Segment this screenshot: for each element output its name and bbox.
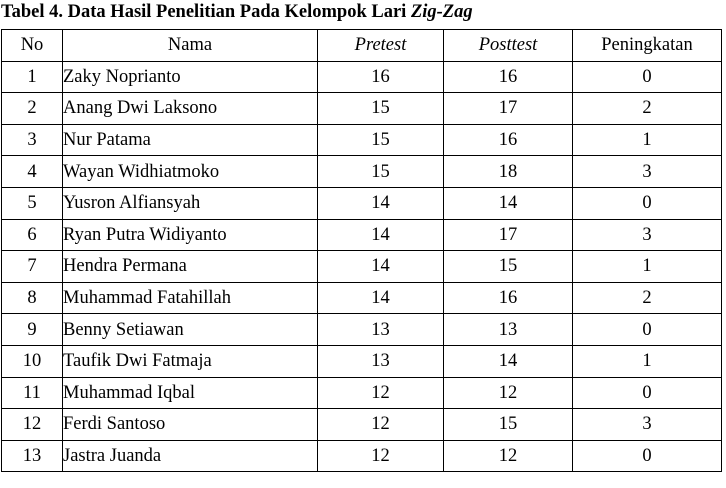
table-row xyxy=(2,282,722,314)
table-body xyxy=(2,61,722,472)
results-table xyxy=(1,29,722,472)
cell-peningkatan: 0 xyxy=(573,440,722,472)
cell-peningkatan: 1 xyxy=(573,251,722,283)
cell-posttest: 13 xyxy=(444,314,573,346)
cell-nama: Muhammad Iqbal xyxy=(63,377,318,409)
cell-nama: Ryan Putra Widiyanto xyxy=(63,219,318,251)
cell-pretest: 12 xyxy=(318,377,444,409)
cell-nama: Ferdi Santoso xyxy=(63,409,318,441)
cell-peningkatan: 2 xyxy=(573,93,722,125)
cell-nama: Anang Dwi Laksono xyxy=(63,93,318,125)
cell-no: 3 xyxy=(2,124,63,156)
cell-posttest: 12 xyxy=(444,377,573,409)
cell-no: 5 xyxy=(2,187,63,219)
cell-nama: Nur Patama xyxy=(63,124,318,156)
cell-posttest: 15 xyxy=(444,409,573,441)
cell-peningkatan: 3 xyxy=(573,409,722,441)
cell-posttest: 16 xyxy=(444,282,573,314)
cell-nama: Jastra Juanda xyxy=(63,440,318,472)
cell-peningkatan: 3 xyxy=(573,156,722,188)
table-row xyxy=(2,61,722,93)
cell-no: 12 xyxy=(2,409,63,441)
cell-posttest: 15 xyxy=(444,251,573,283)
table-row xyxy=(2,409,722,441)
table-row xyxy=(2,93,722,125)
table-row xyxy=(2,440,722,472)
table-row xyxy=(2,219,722,251)
cell-posttest: 16 xyxy=(444,61,573,93)
cell-nama: Zaky Noprianto xyxy=(63,61,318,93)
table-row xyxy=(2,124,722,156)
cell-nama: Benny Setiawan xyxy=(63,314,318,346)
caption-emphasis: Zig-Zag xyxy=(410,2,473,22)
table-row xyxy=(2,377,722,409)
header-peningkatan: Peningkatan xyxy=(573,30,722,62)
cell-no: 11 xyxy=(2,377,63,409)
cell-no: 7 xyxy=(2,251,63,283)
cell-peningkatan: 0 xyxy=(573,314,722,346)
cell-pretest: 14 xyxy=(318,219,444,251)
cell-pretest: 15 xyxy=(318,93,444,125)
cell-pretest: 12 xyxy=(318,409,444,441)
cell-peningkatan: 0 xyxy=(573,187,722,219)
cell-pretest: 16 xyxy=(318,61,444,93)
cell-no: 4 xyxy=(2,156,63,188)
cell-nama: Taufik Dwi Fatmaja xyxy=(63,345,318,377)
cell-peningkatan: 0 xyxy=(573,61,722,93)
cell-nama: Wayan Widhiatmoko xyxy=(63,156,318,188)
cell-nama: Yusron Alfiansyah xyxy=(63,187,318,219)
cell-posttest: 12 xyxy=(444,440,573,472)
cell-peningkatan: 3 xyxy=(573,219,722,251)
cell-peningkatan: 1 xyxy=(573,345,722,377)
cell-no: 8 xyxy=(2,282,63,314)
cell-pretest: 14 xyxy=(318,282,444,314)
cell-pretest: 14 xyxy=(318,187,444,219)
cell-nama: Hendra Permana xyxy=(63,251,318,283)
cell-no: 1 xyxy=(2,61,63,93)
table-caption xyxy=(1,1,473,23)
header-pretest: Pretest xyxy=(318,30,444,62)
cell-no: 9 xyxy=(2,314,63,346)
header-row xyxy=(2,30,722,62)
cell-pretest: 13 xyxy=(318,314,444,346)
cell-nama: Muhammad Fatahillah xyxy=(63,282,318,314)
cell-pretest: 14 xyxy=(318,251,444,283)
header-nama: Nama xyxy=(63,30,318,62)
cell-peningkatan: 1 xyxy=(573,124,722,156)
table-row xyxy=(2,314,722,346)
cell-no: 6 xyxy=(2,219,63,251)
table-row xyxy=(2,156,722,188)
cell-no: 2 xyxy=(2,93,63,125)
cell-posttest: 18 xyxy=(444,156,573,188)
table-row xyxy=(2,187,722,219)
table-row xyxy=(2,251,722,283)
cell-pretest: 15 xyxy=(318,124,444,156)
cell-pretest: 15 xyxy=(318,156,444,188)
header-posttest: Posttest xyxy=(444,30,573,62)
table-row xyxy=(2,345,722,377)
cell-posttest: 14 xyxy=(444,187,573,219)
cell-peningkatan: 0 xyxy=(573,377,722,409)
cell-pretest: 13 xyxy=(318,345,444,377)
cell-peningkatan: 2 xyxy=(573,282,722,314)
cell-posttest: 16 xyxy=(444,124,573,156)
cell-posttest: 14 xyxy=(444,345,573,377)
cell-posttest: 17 xyxy=(444,219,573,251)
cell-pretest: 12 xyxy=(318,440,444,472)
caption-text: Tabel 4. Data Hasil Penelitian Pada Kelompok Lari xyxy=(1,2,411,22)
cell-posttest: 17 xyxy=(444,93,573,125)
header-no: No xyxy=(2,30,63,62)
cell-no: 13 xyxy=(2,440,63,472)
cell-no: 10 xyxy=(2,345,63,377)
